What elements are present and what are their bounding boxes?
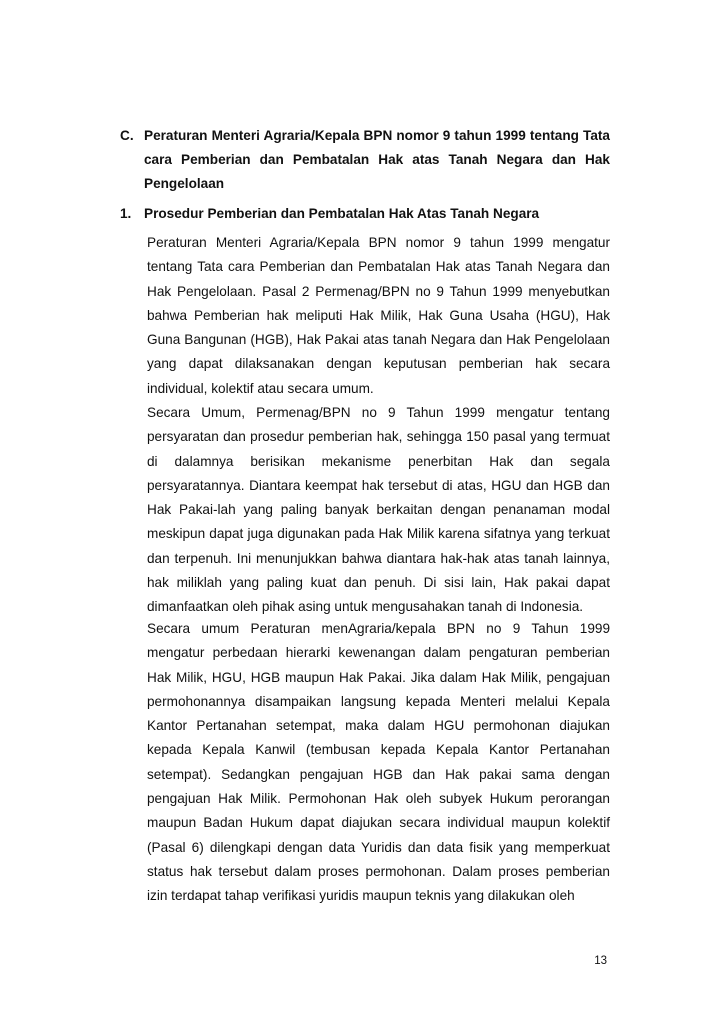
section-1-heading (120, 202, 610, 226)
section-1-title: Prosedur Pemberian dan Pembatalan Hak Atas Tanah Negara (144, 206, 540, 221)
paragraph-1: Peraturan Menteri Agraria/Kepala BPN nomor 9 tahun 1999 mengatur tentang Tata cara Pemberian dan Pembatalan Hak atas Tanah Negara dan Hak Pengelolaan. Pasal 2 Permenag/BPN no 9 Tahun 1999 menyebutkan bahwa Pemberian hak meliputi Hak Milik, Hak Guna Usaha (HGU), Hak Guna Bangunan (HGB), Hak Pakai atas tanah Negara dan Hak Pengelolaan yang dapat dilaksanakan dengan keputusan pemberian hak secara individual, kolektif atau secara umum. (147, 235, 610, 396)
section-c-number: C. (120, 128, 134, 143)
paragraph-2: Secara Umum, Permenag/BPN no 9 Tahun 1999 mengatur tentang persyaratan dan prosedur pemberian hak, sehingga 150 pasal yang termuat di dalamnya berisikan mekanisme penerbitan Hak dan segala persyaratannya. Diantara keempat hak tersebut di atas, HGU dan HGB dan Hak Pakai-lah yang paling banyak berkaitan dengan penanaman modal meskipun dapat juga digunakan pada Hak Milik karena sifatnya yang terkuat dan terpenuh. Ini menunjukkan bahwa diantara hak-hak atas tanah lainnya, hak miliklah yang paling kuat dan penuh. Di sisi lain, Hak pakai dapat dimanfaatkan oleh pihak asing untuk mengusahakan tanah di Indonesia. (147, 405, 610, 615)
page-number: 13 (594, 955, 607, 967)
section-c-title: Peraturan Menteri Agraria/Kepala BPN nomor 9 tahun 1999 tentang Tata cara Pemberian dan Pembatalan Hak atas Tanah Negara dan Hak Pengelolaan (144, 128, 610, 191)
section-c-heading (120, 124, 610, 196)
paragraph-3: Secara umum Peraturan menAgraria/kepala BPN no 9 Tahun 1999 mengatur perbedaan hierarki kewenangan dalam pengaturan pemberian Hak Milik, HGU, HGB maupun Hak Pakai. Jika dalam Hak Milik, pengajuan permohonannya disampaikan langsung kepada Menteri melalui Kepala Kantor Pertanahan setempat, maka dalam HGU permohonan diajukan kepada Kepala Kanwil (tembusan kepada Kepala Kantor Pertanahan setempat). Sedangkan pengajuan HGB dan Hak pakai sama dengan pengajuan Hak Milik. Permohonan Hak oleh subyek Hukum perorangan maupun Badan Hukum dapat diajukan secara individual maupun kolektif (Pasal 6) dilengkapi dengan data Yuridis dan data fisik yang memperkuat status hak tersebut dalam proses permohonan. Dalam proses pemberian izin terdapat tahap verifikasi yuridis maupun teknis yang dilakukan oleh (147, 621, 610, 904)
section-1-number: 1. (120, 206, 132, 221)
